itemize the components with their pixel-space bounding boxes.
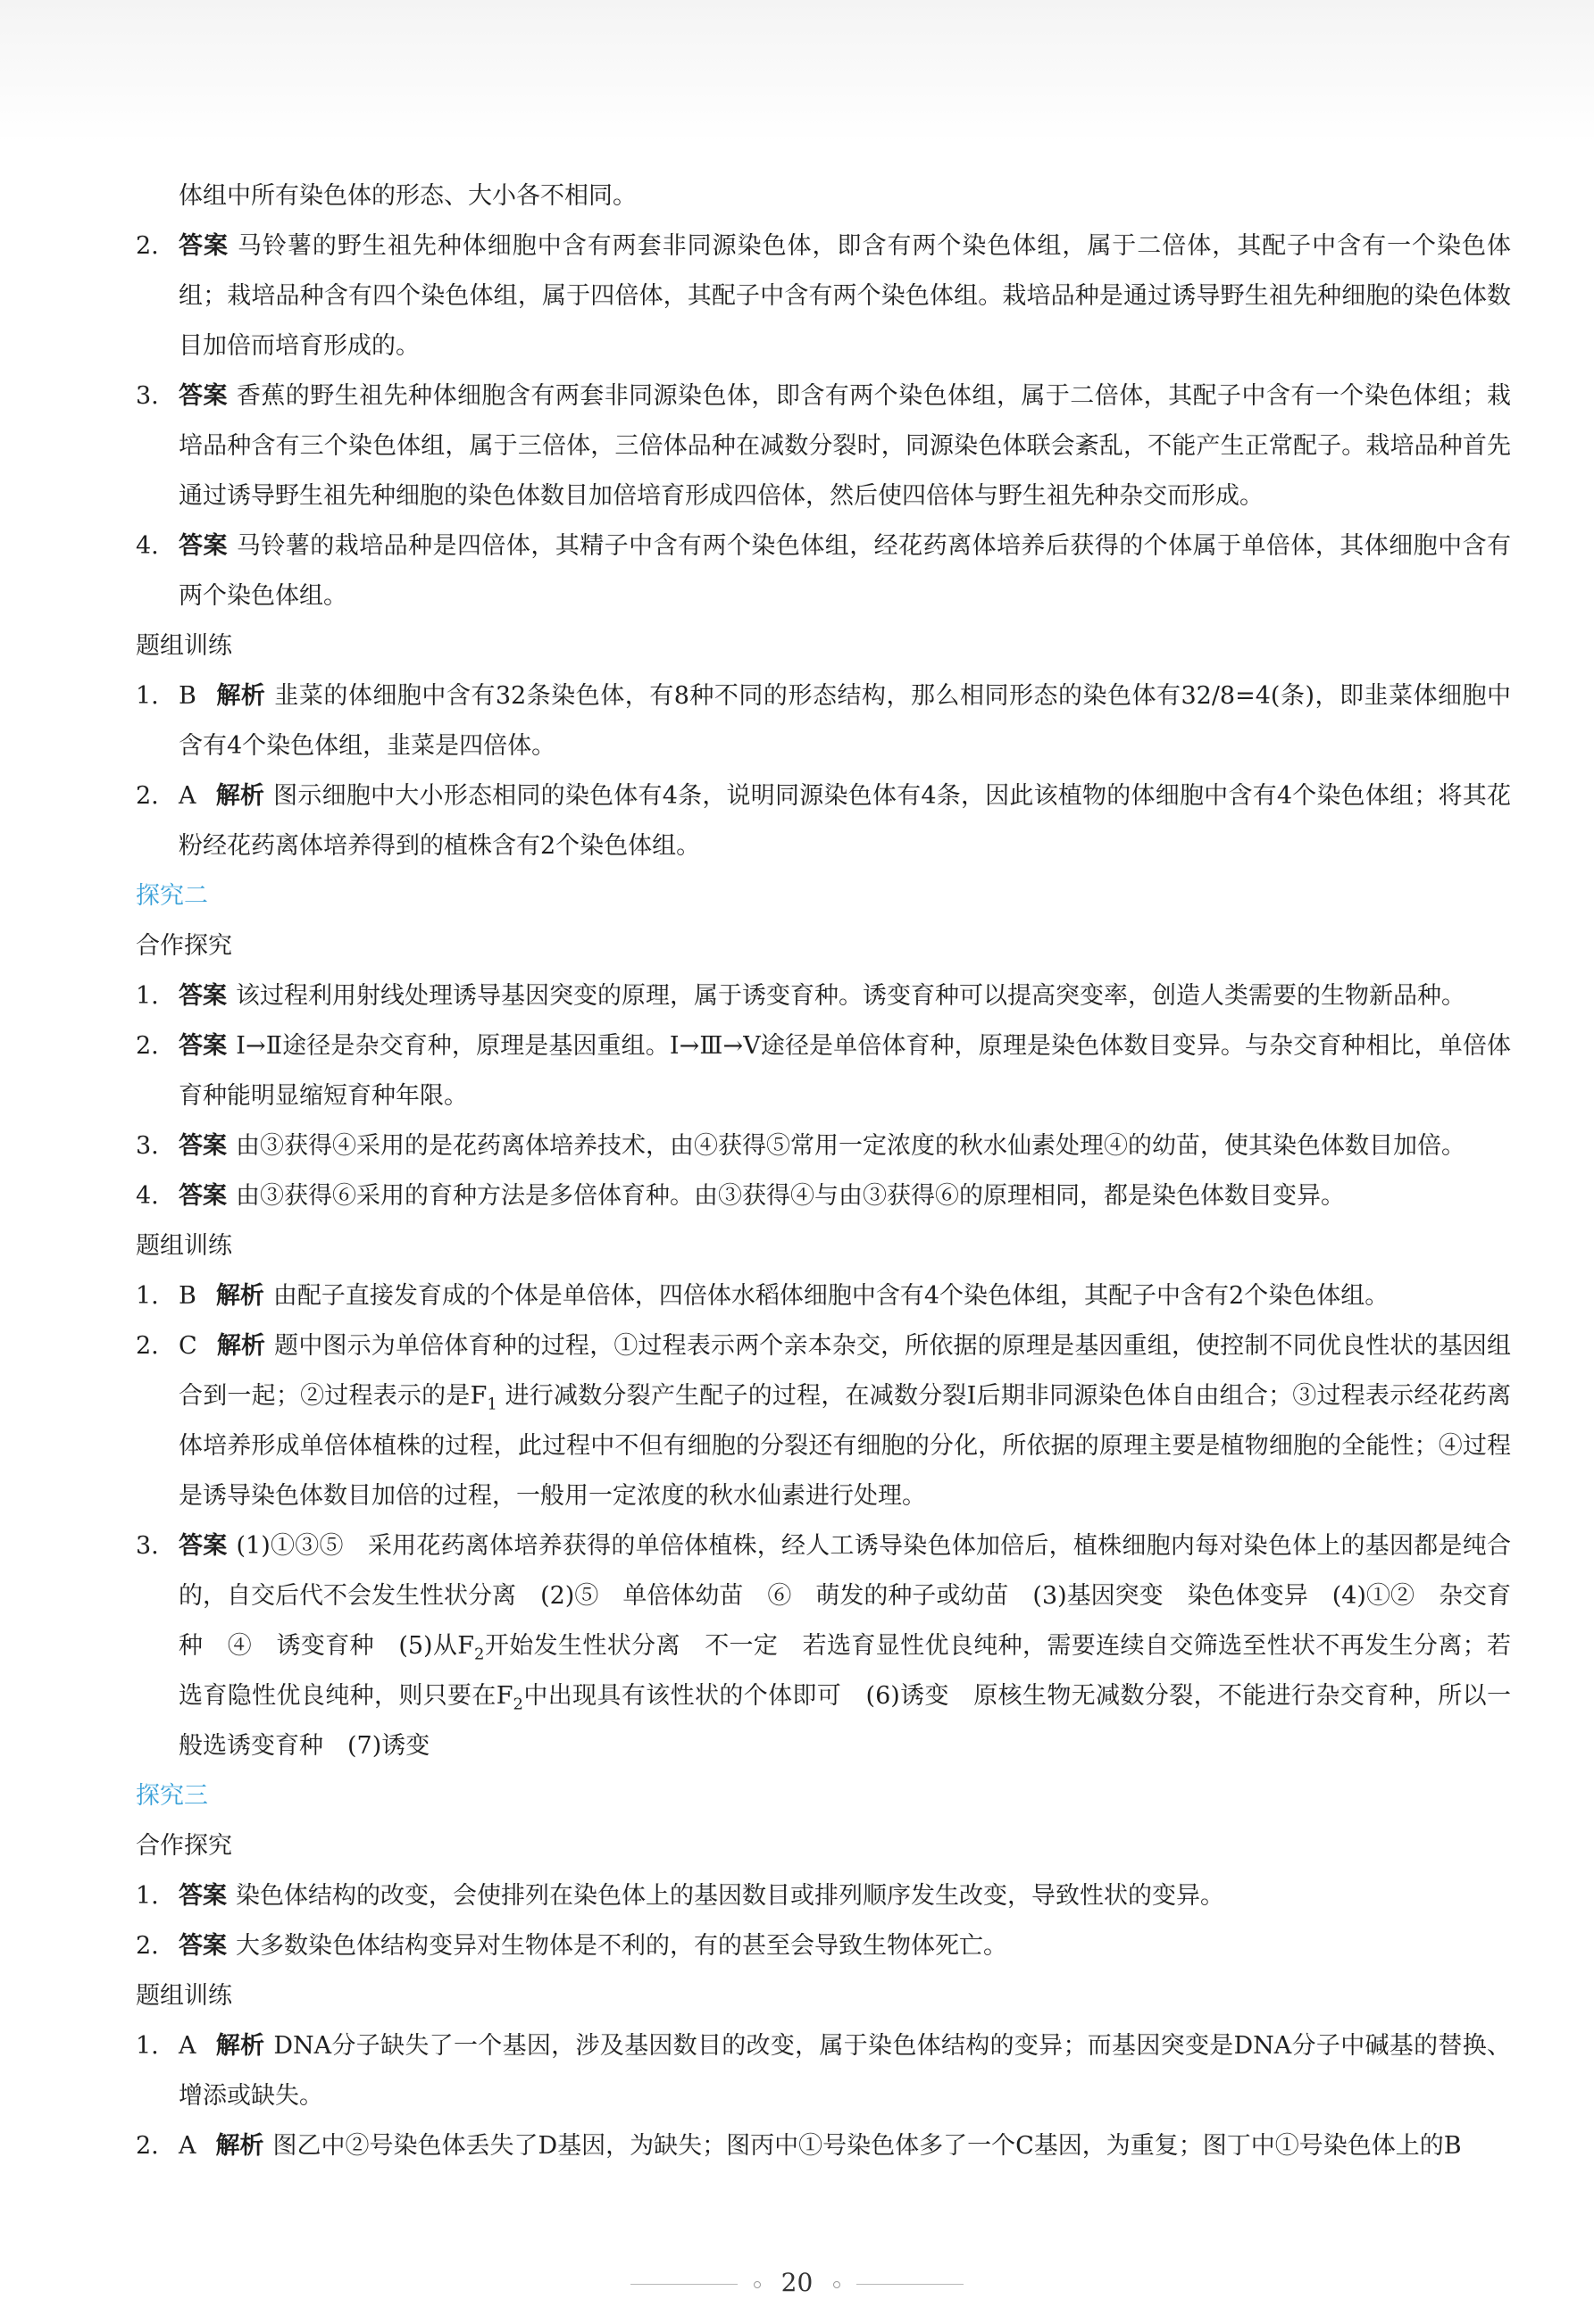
answer-item: 1. 答案 该过程利用射线处理诱导基因突变的原理，属于诱变育种。诱变育种可以提高突变率，创造人类需要的生物新品种。 (136, 982, 1465, 1010)
answer-item: 3. 答案 由③获得④采用的是花药离体培养技术，由④获得⑤常用一定浓度的秋水仙素处理④的幼苗，使其染色体数目加倍。 (136, 1132, 1465, 1160)
page-footer (0, 2268, 1594, 2297)
training-item: 1. B 解析 韭菜的体细胞中含有32条染色体，有8种不同的形态结构，那么相同形态的染色体有32/8=4(条)，即韭菜体细胞中含有4个染色体组，韭菜是四倍体。 (136, 682, 1511, 760)
continuation-text: 体组中所有染色体的形态、大小各不相同。 (179, 182, 637, 210)
page-number: 20 (780, 2268, 814, 2297)
training-item: 3. 答案 (1)①③⑤ 采用花药离体培养获得的单倍体植株，经人工诱导染色体加倍后，植株细胞内每对染色体上的基因都是纯合的，自交后代不会发生性状分离 (2)⑤ 单倍体幼苗 ⑥ 萌发的种子或幼苗 (3)基因突变 染色体变异 (4)①② 杂交育种 ④ 诱变育种 (5)从$F_2$开始发生性状分离 不一定 若选育显性优良纯种，需要连续自交筛选至性状不再发生分离；若选育隐性优良纯种，则只要在$F_2$中出现具有该性状的个体即可 (6)诱变 原核生物无减数分裂，不能进行杂交育种，所以一般选诱变育种 (7)诱变 (136, 1532, 1512, 1760)
answer-item: 2. 答案 马铃薯的野生祖先种体细胞中含有两套非同源染色体，即含有两个染色体组，属于二倍体，其配子中含有一个染色体组；栽培品种含有四个染色体组，属于四倍体，其配子中含有两个染色体组。栽培品种是通过诱导野生祖先种细胞的染色体数目加倍而培育形成的。 (136, 232, 1512, 360)
page-content (136, 171, 1511, 2171)
footer-dot-left (754, 2281, 761, 2288)
training-heading: 题组训练 (136, 632, 232, 660)
training-heading: 题组训练 (136, 1982, 232, 2010)
coop-heading: 合作探究 (136, 1832, 232, 1860)
section-title: 探究二 (136, 882, 208, 910)
training-item: 2. A 解析 图乙中②号染色体丢失了D基因，为缺失；图丙中①号染色体多了一个C基因，为重复；图丁中①号染色体上的B (136, 2132, 1462, 2160)
answer-item: 2. 答案 大多数染色体结构变异对生物体是不利的，有的甚至会导致生物体死亡。 (136, 1932, 1007, 1960)
scan-shading (0, 0, 1594, 143)
training-item: 1. B 解析 由配子直接发育成的个体是单倍体，四倍体水稻体细胞中含有4个染色体组，其配子中含有2个染色体组。 (136, 1282, 1390, 1310)
footer-rule-left (630, 2284, 738, 2285)
training-item: 2. A 解析 图示细胞中大小形态相同的染色体有4条，说明同源染色体有4条，因此该植物的体细胞中含有4个染色体组；将其花粉经花药离体培养得到的植株含有2个染色体组。 (136, 782, 1511, 860)
answer-item: 1. 答案 染色体结构的改变，会使排列在染色体上的基因数目或排列顺序发生改变，导致性状的变异。 (136, 1882, 1224, 1910)
answer-item: 4. 答案 由③获得⑥采用的育种方法是多倍体育种。由③获得④与由③获得⑥的原理相同，都是染色体数目变异。 (136, 1182, 1345, 1210)
footer-dot-right (833, 2281, 840, 2288)
footer-rule-right (856, 2284, 964, 2285)
training-item: 1. A 解析 DNA分子缺失了一个基因，涉及基因数目的改变，属于染色体结构的变异；而基因突变是DNA分子中碱基的替换、增添或缺失。 (136, 2032, 1512, 2110)
answer-item: 3. 答案 香蕉的野生祖先种体细胞含有两套非同源染色体，即含有两个染色体组，属于二倍体，其配子中含有一个染色体组；栽培品种含有三个染色体组，属于三倍体，三倍体品种在减数分裂时，同源染色体联会紊乱，不能产生正常配子。栽培品种首先通过诱导野生祖先种细胞的染色体数目加倍培育形成四倍体，然后使四倍体与野生祖先种杂交而形成。 (136, 382, 1511, 510)
answer-item: 2. 答案 Ⅰ→Ⅱ途径是杂交育种，原理是基因重组。Ⅰ→Ⅲ→Ⅴ途径是单倍体育种，原理是染色体数目变异。与杂交育种相比，单倍体育种能明显缩短育种年限。 (136, 1032, 1511, 1110)
section-title: 探究三 (136, 1782, 208, 1810)
coop-heading: 合作探究 (136, 932, 232, 960)
answer-item: 4. 答案 马铃薯的栽培品种是四倍体，其精子中含有两个染色体组，经花药离体培养后获得的个体属于单倍体，其体细胞中含有两个染色体组。 (136, 532, 1511, 610)
training-item: 2. C 解析 题中图示为单倍体育种的过程，①过程表示两个亲本杂交，所依据的原理是基因重组，使控制不同优良性状的基因组合到一起；②过程表示的是$F_1$ 进行减数分裂产生配子的过程，在减数分裂Ⅰ后期非同源染色体自由组合；③过程表示经花药离体培养形成单倍体植株的过程，此过程中不但有细胞的分裂还有细胞的分化，所依据的原理主要是植物细胞的全能性；④过程是诱导染色体数目加倍的过程，一般用一定浓度的秋水仙素进行处理。 (136, 1332, 1512, 1510)
training-heading: 题组训练 (136, 1232, 232, 1260)
